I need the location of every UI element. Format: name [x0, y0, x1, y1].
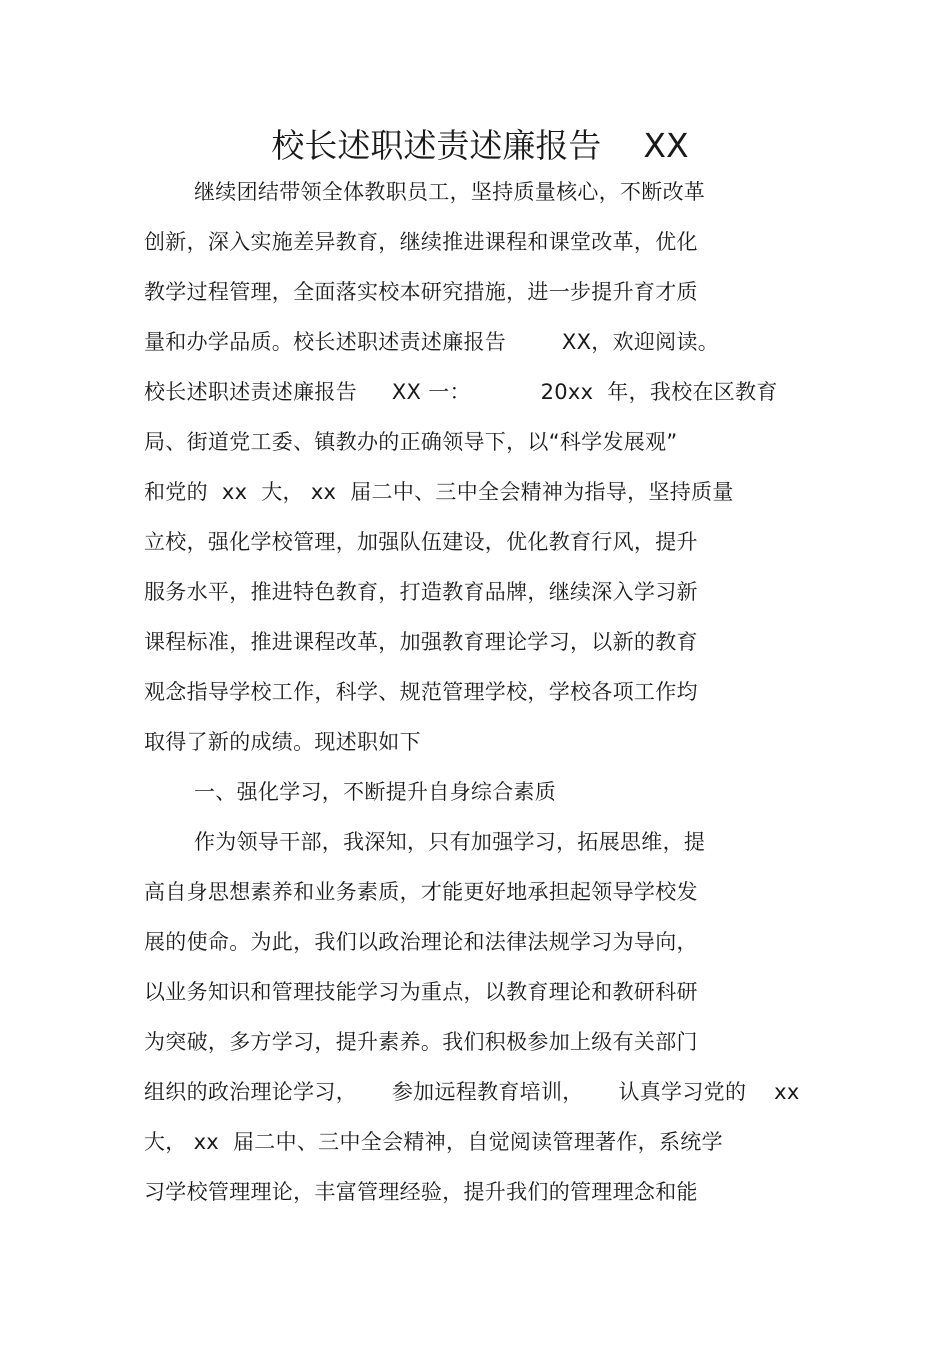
paragraph-line: 取得了新的成绩。现述职如下 — [144, 730, 421, 754]
paragraph-line: 展的使命。为此，我们以政治理论和法律法规学习为导向， — [144, 930, 698, 954]
section-heading: 一、强化学习，不断提升自身综合素质 — [194, 780, 557, 804]
paragraph-line: 作为领导干部，我深知，只有加强学习，拓展思维，提 — [194, 830, 706, 854]
paragraph-line: 立校，强化学校管理，加强队伍建设，优化教育行风，提升 — [144, 530, 698, 554]
paragraph-line: 服务水平，推进特色教育，打造教育品牌，继续深入学习新 — [144, 580, 698, 604]
paragraph-line: 继续团结带领全体教职员工，坚持质量核心，不断改革 — [194, 180, 706, 204]
paragraph-line: 校长述职述责述廉报告 XX 一： 20xx 年，我校在区教育 — [144, 380, 778, 404]
paragraph-line: 创新，深入实施差异教育，继续推进课程和课堂改革，优化 — [144, 230, 698, 254]
paragraph-line: 课程标准，推进课程改革，加强教育理论学习，以新的教育 — [144, 630, 698, 654]
document-title: 校长述职述责述廉报告 XX — [271, 126, 689, 165]
paragraph-line: 为突破，多方学习，提升素养。我们积极参加上级有关部门 — [144, 1030, 698, 1054]
paragraph-line: 局、街道党工委、镇教办的正确领导下，以“科学发展观” — [144, 430, 678, 454]
paragraph-line: 大， xx 届二中、三中全会精神，自觉阅读管理著作，系统学 — [144, 1130, 723, 1154]
paragraph-line: 教学过程管理，全面落实校本研究措施，进一步提升育才质 — [144, 280, 698, 304]
paragraph-line: 量和办学品质。校长述职述责述廉报告 XX，欢迎阅读。 — [144, 330, 720, 354]
paragraph-line: 观念指导学校工作，科学、规范管理学校，学校各项工作均 — [144, 680, 698, 704]
paragraph-line: 以业务知识和管理技能学习为重点，以教育理论和教研科研 — [144, 980, 698, 1004]
paragraph-line: 习学校管理理论，丰富管理经验，提升我们的管理理念和能 — [144, 1180, 698, 1204]
paragraph-line: 和党的 xx 大， xx 届二中、三中全会精神为指导，坚持质量 — [144, 480, 734, 504]
paragraph-line: 组织的政治理论学习， 参加远程教育培训， 认真学习党的 xx — [144, 1080, 800, 1104]
paragraph-line: 高自身思想素养和业务素质，才能更好地承担起领导学校发 — [144, 880, 698, 904]
